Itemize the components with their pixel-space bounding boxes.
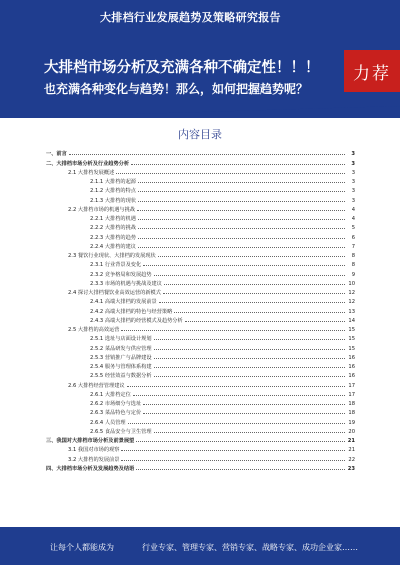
toc-leader-dots bbox=[121, 450, 345, 451]
toc-entry-page: 10 bbox=[348, 280, 355, 287]
toc-entry-label: 2.5.4 服务与管理体系构建 bbox=[90, 364, 152, 370]
toc-entry[interactable] bbox=[44, 453, 355, 462]
toc-entry[interactable] bbox=[44, 416, 355, 425]
toc-entry[interactable] bbox=[44, 389, 355, 398]
toc-entry[interactable] bbox=[44, 305, 355, 314]
toc-entry[interactable] bbox=[44, 287, 355, 296]
toc-entry-page: 3 bbox=[351, 188, 355, 195]
toc-entry-page: 15 bbox=[348, 345, 355, 352]
toc-entry-label: 一、前言 bbox=[46, 151, 67, 158]
toc-leader-dots bbox=[174, 312, 345, 313]
toc-leader-dots bbox=[185, 321, 345, 322]
toc-entry-page: 3 bbox=[351, 169, 355, 176]
toc-leader-dots bbox=[143, 413, 345, 414]
toc-entry-label: 2.2.2 大排档的挑战 bbox=[90, 225, 136, 232]
toc-leader-dots bbox=[164, 284, 345, 285]
toc-leader-dots bbox=[138, 191, 345, 192]
toc-leader-dots bbox=[143, 265, 345, 266]
toc-entry-page: 19 bbox=[348, 419, 355, 426]
toc-leader-dots bbox=[69, 154, 345, 155]
footer-bar bbox=[0, 527, 400, 565]
toc-entry-page: 7 bbox=[351, 243, 355, 250]
toc-entry-label: 2.3 餐饮行业现状、大排档的发展现状 bbox=[68, 253, 156, 259]
toc-entry[interactable] bbox=[44, 463, 355, 472]
toc-entry-page: 14 bbox=[348, 317, 355, 324]
toc-entry[interactable] bbox=[44, 435, 355, 444]
toc-leader-dots bbox=[138, 238, 345, 239]
toc-entry-page: 8 bbox=[351, 253, 355, 259]
recommend-badge: 力荐 bbox=[344, 50, 400, 92]
toc-entry[interactable] bbox=[44, 213, 355, 222]
toc-entry-page: 16 bbox=[348, 354, 355, 361]
toc-entry-label: 2.2.3 大排档的趋势 bbox=[90, 234, 136, 241]
toc-entry-page: 8 bbox=[351, 262, 355, 269]
toc-leader-dots bbox=[128, 423, 345, 424]
toc-entry-label: 2.2.1 大排档的机遇 bbox=[90, 216, 136, 222]
toc-entry-label: 2.5.2 菜品研发与供应管理 bbox=[90, 345, 152, 352]
toc-entry[interactable] bbox=[44, 361, 355, 370]
toc-entry-page: 16 bbox=[348, 364, 355, 370]
toc-leader-dots bbox=[138, 228, 345, 229]
toc-entry[interactable] bbox=[44, 352, 355, 361]
toc-leader-dots bbox=[136, 469, 345, 470]
toc-entry-label: 2.2 大排档市场的机遇与挑战 bbox=[68, 206, 135, 213]
toc-entry-label: 2.4.1 高端大排档的发展前景 bbox=[90, 299, 157, 306]
toc-entry-page: 5 bbox=[351, 225, 355, 232]
toc-entry-page: 3 bbox=[351, 151, 355, 158]
toc-entry-page: 17 bbox=[348, 382, 355, 389]
toc-entry[interactable] bbox=[44, 324, 355, 333]
toc-entry[interactable] bbox=[44, 398, 355, 407]
toc-entry-label: 2.6.1 大排档定位 bbox=[90, 391, 131, 398]
toc-entry-label: 2.1.1 大排档的起源 bbox=[90, 179, 136, 185]
toc-entry-page: 23 bbox=[347, 465, 355, 472]
toc-leader-dots bbox=[154, 376, 345, 377]
toc-entry-label: 2.1.2 大排档的特点 bbox=[90, 188, 136, 195]
toc-entry-label: 2.3.3 市场的机遇与挑战及建议 bbox=[90, 280, 162, 287]
toc-entry-label: 2.1 大排档发展概述 bbox=[68, 169, 115, 176]
footer-slogan-right: 行业专家、管理专家、营销专家、战略专家、成功企业家…… bbox=[142, 543, 358, 552]
toc-leader-dots bbox=[154, 275, 345, 276]
toc-entry-page: 3 bbox=[351, 179, 355, 185]
toc-leader-dots bbox=[121, 330, 345, 331]
toc-entry-label: 2.6 大排档经营管理建议 bbox=[68, 382, 125, 389]
toc-entry-label: 2.6.4 人员管理 bbox=[90, 419, 126, 426]
toc-entry-page: 17 bbox=[348, 391, 355, 398]
toc-entry[interactable] bbox=[44, 176, 355, 185]
toc-entry[interactable] bbox=[44, 194, 355, 203]
toc-entry-page: 16 bbox=[348, 373, 355, 380]
toc-entry[interactable] bbox=[44, 259, 355, 268]
toc-entry[interactable] bbox=[44, 278, 355, 287]
toc-entry-page: 12 bbox=[348, 299, 355, 306]
toc-leader-dots bbox=[131, 164, 345, 165]
toc-entry-page: 20 bbox=[348, 428, 355, 435]
toc-entry-label: 2.4.2 高端大排档的特色与经营策略 bbox=[90, 308, 173, 315]
table-of-contents bbox=[44, 148, 355, 472]
toc-leader-dots bbox=[136, 441, 345, 442]
toc-entry[interactable] bbox=[44, 185, 355, 194]
toc-entry-label: 2.6.3 菜品特色与定价 bbox=[90, 410, 142, 417]
toc-entry-page: 12 bbox=[348, 290, 355, 296]
toc-entry[interactable] bbox=[44, 231, 355, 240]
toc-entry-label: 2.1.3 大排档的现状 bbox=[90, 197, 136, 204]
toc-leader-dots bbox=[154, 367, 345, 368]
toc-entry-page: 15 bbox=[348, 327, 355, 333]
toc-entry-page: 21 bbox=[348, 447, 355, 454]
toc-entry[interactable] bbox=[44, 268, 355, 277]
toc-entry-page: 3 bbox=[351, 197, 355, 204]
toc-entry-page: 6 bbox=[351, 234, 355, 241]
banner-subheadline: 也充满各种变化与趋势！那么，如何把握趋势呢？ bbox=[44, 82, 309, 96]
toc-entry-label: 2.5.1 选址与店面设计规划 bbox=[90, 336, 152, 343]
toc-entry-label: 2.4.3 高端大排档的经营模式及趋势分析 bbox=[90, 317, 183, 324]
footer-slogan-left: 让每个人都能成为 bbox=[50, 543, 114, 552]
toc-leader-dots bbox=[127, 386, 345, 387]
toc-entry-label: 2.2.4 大排档的建议 bbox=[90, 243, 136, 250]
toc-entry[interactable] bbox=[44, 426, 355, 435]
toc-entry[interactable] bbox=[44, 204, 355, 213]
toc-leader-dots bbox=[138, 247, 345, 248]
toc-leader-dots bbox=[138, 182, 345, 183]
toc-leader-dots bbox=[133, 395, 345, 396]
toc-entry[interactable] bbox=[44, 444, 355, 453]
toc-entry-page: 18 bbox=[348, 410, 355, 417]
toc-entry-label: 2.5.5 经营效益与数据分析 bbox=[90, 373, 152, 380]
toc-entry-label: 3.2 大排档的发展前景 bbox=[68, 456, 120, 463]
toc-leader-dots bbox=[143, 404, 345, 405]
toc-entry-label: 四、大排档市场分析及发展趋势及结语 bbox=[46, 465, 135, 472]
toc-entry[interactable] bbox=[44, 250, 355, 259]
toc-entry[interactable] bbox=[44, 333, 355, 342]
toc-leader-dots bbox=[154, 339, 345, 340]
toc-entry[interactable] bbox=[44, 315, 355, 324]
toc-leader-dots bbox=[154, 358, 345, 359]
toc-entry-label: 2.4 探讨大排档餐饮业高效运营的新模式 bbox=[68, 290, 161, 296]
toc-entry-page: 18 bbox=[348, 401, 355, 407]
toc-entry-page: 9 bbox=[351, 271, 355, 278]
toc-entry-label: 二、大排档市场分析及行业趋势分析 bbox=[46, 160, 130, 167]
toc-title: 内容目录 bbox=[178, 128, 222, 141]
toc-entry[interactable] bbox=[44, 222, 355, 231]
toc-leader-dots bbox=[116, 173, 345, 174]
toc-leader-dots bbox=[158, 256, 345, 257]
toc-leader-dots bbox=[137, 210, 345, 211]
toc-entry-page: 4 bbox=[351, 216, 355, 222]
toc-entry-page: 13 bbox=[348, 308, 355, 315]
banner-headline: 大排档市场分析及充满各种不确定性！！！ bbox=[44, 60, 320, 76]
toc-entry[interactable] bbox=[44, 342, 355, 351]
toc-leader-dots bbox=[154, 432, 345, 433]
toc-entry-label: 2.6.2 市场细分与选址 bbox=[90, 401, 142, 407]
toc-entry-label: 2.5.3 营销推广与品牌建设 bbox=[90, 354, 152, 361]
banner-slope bbox=[0, 106, 400, 118]
toc-entry-label: 2.3.1 行业背景及变化 bbox=[90, 262, 142, 269]
toc-leader-dots bbox=[138, 219, 345, 220]
toc-entry[interactable] bbox=[44, 296, 355, 305]
toc-entry-label: 三、我国对大排档市场分析及前景展望 bbox=[46, 438, 135, 444]
toc-entry[interactable] bbox=[44, 157, 355, 166]
toc-leader-dots bbox=[159, 302, 345, 303]
toc-entry-page: 4 bbox=[351, 206, 355, 213]
toc-entry-page: 22 bbox=[348, 456, 355, 463]
toc-entry-label: 2.3.2 竞争格局和发展趋势 bbox=[90, 271, 152, 278]
toc-entry-page: 3 bbox=[351, 160, 355, 167]
toc-entry-label: 3.1 我国对市场的观察 bbox=[68, 447, 120, 454]
toc-entry-page: 15 bbox=[348, 336, 355, 343]
toc-entry[interactable] bbox=[44, 379, 355, 388]
toc-entry-label: 2.5 大排档的高效运营 bbox=[68, 327, 120, 333]
toc-entry[interactable] bbox=[44, 407, 355, 416]
toc-leader-dots bbox=[163, 293, 345, 294]
toc-entry[interactable] bbox=[44, 370, 355, 379]
toc-entry[interactable] bbox=[44, 167, 355, 176]
report-title: 大排档行业发展趋势及策略研究报告 bbox=[100, 11, 281, 24]
toc-entry-label: 2.6.5 食品安全与卫生管理 bbox=[90, 428, 152, 435]
toc-leader-dots bbox=[138, 201, 345, 202]
toc-entry-page: 21 bbox=[347, 438, 355, 444]
toc-entry[interactable] bbox=[44, 241, 355, 250]
toc-entry[interactable] bbox=[44, 148, 355, 157]
toc-leader-dots bbox=[121, 460, 345, 461]
toc-leader-dots bbox=[154, 349, 345, 350]
top-bar bbox=[0, 0, 400, 34]
